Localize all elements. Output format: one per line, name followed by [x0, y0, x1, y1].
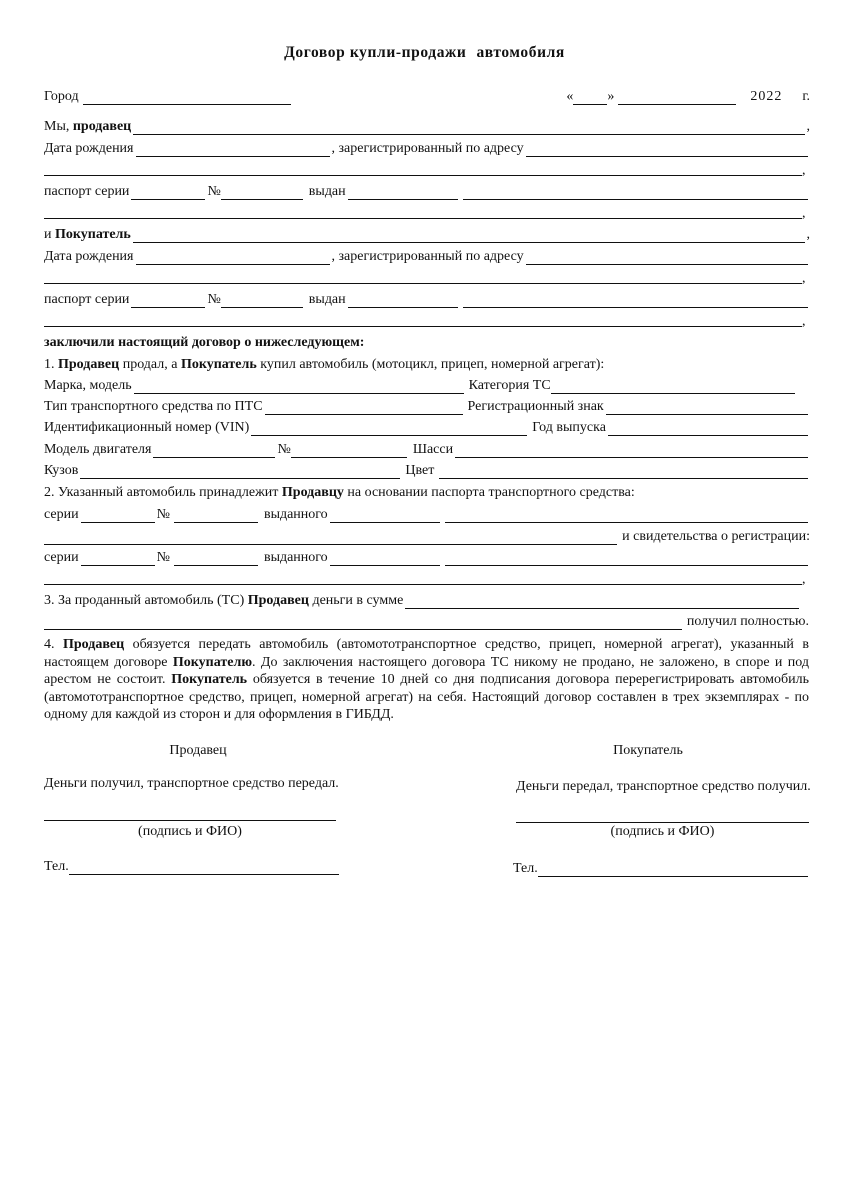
pts-row: серии № выданного [44, 505, 810, 523]
buyer-address-field[interactable] [526, 251, 808, 265]
type-row: Тип транспортного средства по ПТС Регистрационный знак [44, 397, 810, 415]
sts-issued-date[interactable] [330, 552, 440, 566]
buyer-phone-field[interactable] [538, 863, 808, 877]
seller-birth-field[interactable] [136, 143, 330, 157]
seller-birth-row: Дата рождения , зарегистрированный по адресу [44, 139, 810, 157]
city-field[interactable] [83, 91, 291, 105]
clause3-row: 3. За проданный автомобиль (ТС) Продавец деньги в сумме [44, 591, 810, 609]
color-field[interactable] [439, 465, 808, 479]
manufacture-year-field[interactable] [608, 422, 808, 436]
clause2-intro: 2. Указанный автомобиль принадлежит Продавцу на основании паспорта транспортного средства: [44, 485, 635, 500]
seller-signature-line[interactable] [44, 820, 336, 821]
buyer-issued-line[interactable] [44, 326, 802, 327]
clause3-received-row: получил полностью. [44, 612, 809, 630]
make-model-field[interactable] [134, 380, 464, 394]
day-field[interactable] [573, 91, 607, 105]
year: 2022 [750, 89, 783, 104]
seller-passport-number[interactable] [221, 186, 303, 200]
city-date-row: Город « » 2022 г. [44, 89, 810, 104]
vehicle-type-field[interactable] [265, 401, 463, 415]
body-row: Кузов Цвет [44, 461, 810, 479]
pts-number-field[interactable] [174, 509, 258, 523]
buyer-issued-date[interactable] [348, 294, 458, 308]
body-field[interactable] [80, 465, 400, 479]
sts-series-field[interactable] [81, 552, 155, 566]
contract-page: Договор купли-продажи автомобиля Город « » 2022 г. Мы, продавец , Дата рождения , зарегистрированный по адресу , паспорт серии № выдан , и Покупатель , Дата рождения , зарегистрированный по адресу , паспорт серии № выдан , заключили настоящий договор о нижеследующем: 1. Продавец продал, а Покупатель купил автомобиль (мотоцикл, прицеп, номерной агрегат): Марка, модель Категория ТС Тип транспортного средства по ПТС Регистрационный знак Идентификационный номер (VIN) Год выпуска Модель двигателя № Шасси Кузов Цвет 2. Указанный автомобиль принадлежит Продавцу на основании паспорта транспортного средства: серии № выданного и свидетельства о регистрации: серии № выданного , 3. За проданный автомобиль (ТС) Продавец деньги в сумме получил полностью. 4. Продавец обязуется передать автомобиль (автомототранспортное средство, прицеп, номерной агрегат), указанный в настоящем договоре Покупателю. До заключения настоящего договора ТС никому не продано, не заложено, в споре и под арестом не состоит. Покупатель обязуется в течение 10 дней со дня подписания договора перерегистрировать автомобиль (автомототранспортное средство, прицеп, номерной агрегат) на себя. Настоящий договор составлен в трех экземплярах - по одному для каждой из сторон и для оформления в ГИБДД. Продавец Покупатель Деньги получил, транспортное средство передал. Деньги передал, транспортное средство получил. (подпись и ФИО) (подпись и ФИО) Тел. Тел. [0, 0, 849, 1200]
buyer-name-field[interactable] [133, 229, 805, 243]
buyer-signature-line[interactable] [516, 822, 809, 823]
buyer-note: Деньги передал, транспортное средство получил. [516, 779, 811, 794]
engine-number-field[interactable] [291, 444, 407, 458]
make-row: Марка, модель Категория ТС [44, 376, 810, 394]
seller-role: продавец [72, 119, 132, 134]
price-words-field[interactable] [44, 616, 682, 630]
seller-passport-series[interactable] [131, 186, 205, 200]
sts-issued-line[interactable] [44, 584, 802, 585]
vin-row: Идентификационный номер (VIN) Год выпуска [44, 418, 810, 436]
buyer-signature-title: Покупатель [613, 743, 683, 758]
buyer-passport-number[interactable] [221, 294, 303, 308]
pts-series-field[interactable] [81, 509, 155, 523]
buyer-passport-row: паспорт серии № выдан [44, 290, 810, 308]
pts-issued-by[interactable] [445, 509, 808, 523]
engine-row: Модель двигателя № Шасси [44, 440, 810, 458]
buyer-issued-by[interactable] [463, 294, 808, 308]
buyer-name-row: и Покупатель , [44, 227, 810, 242]
seller-name-field[interactable] [133, 121, 804, 135]
seller-phone-field[interactable] [69, 861, 339, 875]
month-field[interactable] [618, 91, 736, 105]
vin-field[interactable] [251, 422, 527, 436]
pts-issued-line[interactable] [44, 531, 617, 545]
document-title: Договор купли-продажи автомобиля [284, 44, 565, 61]
buyer-signature-caption: (подпись и ФИО) [610, 824, 715, 839]
sts-issued-by[interactable] [445, 552, 808, 566]
buyer-passport-series[interactable] [131, 294, 205, 308]
seller-passport-row: паспорт серии № выдан [44, 182, 810, 200]
buyer-role: Покупатель [55, 227, 131, 242]
agreement-heading: заключили настоящий договор о нижеследующем: [44, 335, 365, 350]
seller-note: Деньги получил, транспортное средство передал. [44, 776, 339, 791]
seller-phone-row: Тел. [44, 857, 344, 875]
seller-address-line[interactable] [44, 175, 802, 176]
buyer-address-line[interactable] [44, 283, 802, 284]
clause1-intro: 1. Продавец продал, а Покупатель купил автомобиль (мотоцикл, прицеп, номерной агрегат): [44, 357, 605, 372]
chassis-field[interactable] [455, 444, 808, 458]
buyer-phone-row: Тел. [513, 859, 813, 877]
category-field[interactable] [551, 380, 795, 394]
price-field[interactable] [405, 595, 799, 609]
pts-line-row: и свидетельства о регистрации: [44, 527, 810, 545]
seller-issued-line[interactable] [44, 218, 802, 219]
city-label: Город [44, 89, 79, 104]
seller-name-row: Мы, продавец , [44, 119, 810, 134]
reg-sign-field[interactable] [606, 401, 808, 415]
clause4-paragraph: 4. Продавец обязуется передать автомобиль (автомототранспортное средство, прицеп, номерной агрегат), указанный в настоящем договоре Покупателю. До заключения настоящего договора ТС никому не продано, не заложено, в споре и под арестом не состоит. Покупатель обязуется в течение 10 дней со дня подписания договора перерегистрировать автомобиль (автомототранспортное средство, прицеп, номерной агрегат) на себя. Настоящий договор составлен в трех экземплярах - по одному для каждой из сторон и для оформления в ГИБДД. [44, 637, 810, 722]
seller-issued-by[interactable] [463, 186, 808, 200]
seller-issued-date[interactable] [348, 186, 458, 200]
seller-address-field[interactable] [526, 143, 808, 157]
seller-signature-caption: (подпись и ФИО) [138, 824, 242, 839]
sts-number-field[interactable] [174, 552, 258, 566]
pts-issued-date[interactable] [330, 509, 440, 523]
seller-signature-title: Продавец [169, 743, 227, 758]
buyer-birth-row: Дата рождения , зарегистрированный по адресу [44, 247, 810, 265]
sts-row: серии № выданного [44, 548, 810, 566]
buyer-birth-field[interactable] [136, 251, 330, 265]
engine-model-field[interactable] [153, 444, 275, 458]
